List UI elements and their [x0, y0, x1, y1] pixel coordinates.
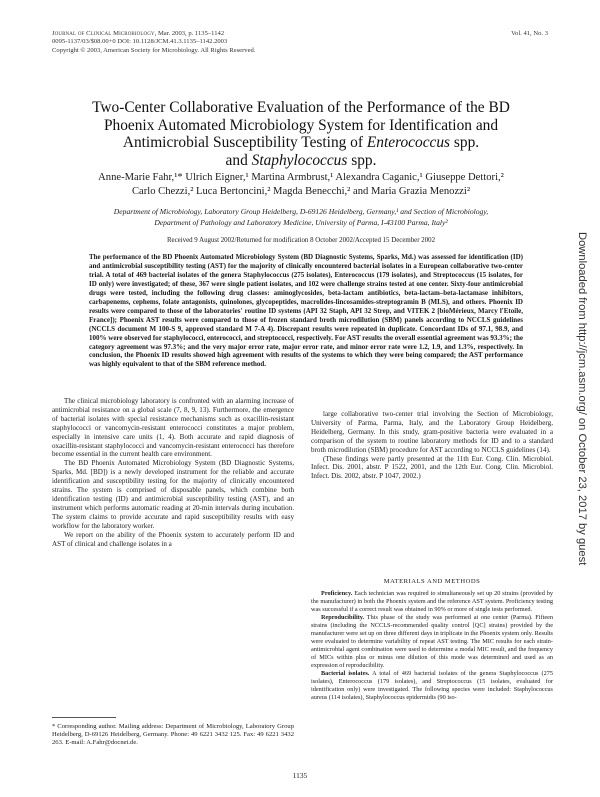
methods-paragraph: Reproducibility. This phase of the study was performed at one center (Parma). Fifteen strains (including the NCCLS-recommended quality control [QC] strains) provided by the manufacturer were set up on three different days in triplicate in the Phoenix system only. Results were evaluated to determine variability of repeat AST testing. The MIC results for each strain-antimicrobial agent combination were used to determine a modal MIC result, and the frequency of MICs within plus or minus one dilution of this mode was determined and used as an expression of reproducibility. [311, 614, 553, 669]
affiliation-line: Department of Microbiology, Laboratory Group Heidelberg, D-69126 Heidelberg, Germany,¹ and Section of Microbiology, [113, 207, 489, 216]
download-watermark [574, 232, 590, 594]
footnote-rule [52, 717, 116, 718]
methods-section [311, 590, 553, 702]
page-number: 1135 [292, 771, 308, 780]
body-paragraph: large collaborative two-center trial involving the Section of Microbiology, University of Parma, Parma, Italy, and the Laboratory Group Heidelberg, Heidelberg, Germany. In this study, gram-positive bacteria were evaluated in a comparison of the system to routine laboratory methods for ID and to a standard broth microdilution (SBM) procedure for AST according to NCCLS guidelines (14). [311, 410, 553, 454]
issn-doi: 0095-1137/03/$08.00+0 DOI: 10.1128/JCM.41.3.1135–1142.2003 [52, 38, 228, 46]
copyright: Copyright © 2003, American Society for Microbiology. All Rights Reserved. [52, 46, 256, 54]
body-paragraph: We report on the ability of the Phoenix system to accurately perform ID and AST of clinical and challenge isolates in a [52, 530, 294, 548]
body-paragraph: (These findings were partly presented at the 11th Eur. Cong. Clin. Microbiol. Infect. Dis. 2001, abstr. P 1522, 2001, and the 12th Eur. Cong. Clin. Microbiol. Infect. Dis. 2002, abstr. P 1047, 2002.) [311, 454, 553, 481]
title-line: Two-Center Collaborative Evaluation of the Performance of the BD [92, 99, 510, 116]
author-line: Anne-Marie Fahr,¹* Ulrich Eigner,¹ Martina Armbrust,¹ Alexandra Caganic,¹ Giuseppe Dettori,² [98, 172, 504, 183]
section-heading: MATERIALS AND METHODS [383, 578, 481, 585]
corresponding-author-footnote: * Corresponding author. Mailing address: Department of Microbiology, Laboratory Group Heidelberg, D-69126 Heidelberg, Germany. Phone: 49 6221 3432 125. Fax: 49 6221 3432 263. E-mail: A.Fahr@docnet.de. [52, 723, 294, 747]
volume-issue: Vol. 41, No. 3 [511, 30, 548, 37]
body-column-left [52, 397, 294, 548]
watermark-text: Downloaded from http://jcm.asm.org/ on October 23, 2017 by guest [576, 232, 588, 566]
running-header [52, 30, 255, 55]
title-line: Antimicrobial Susceptibility Testing of Enterococcus spp. [122, 134, 480, 151]
received-dates: Received 9 August 2002/Returned for modification 8 October 2002/Accepted 15 December 2002 [166, 237, 436, 244]
abstract: The performance of the BD Phoenix Automated Microbiology System (BD Diagnostic Systems, Sparks, Md.) was assessed for identification (ID) and antimicrobial susceptibility testing (AST) for the majority of clinically encountered bacterial isolates in a European collaborative two-center trial. A total of 469 bacterial isolates of the genera Staphylococcus (275 isolates), Enterococcus (179 isolates), and Streptococcus (15 isolates, for ID only) were investigated; of these, 367 were single patient isolates, and 102 were challenge strains tested at one center. Sixty-four antimicrobial drugs were tested, including the following drug classes: aminoglycosides, beta-lactam antibiotics, beta-lactam–beta-lactamase inhibitors, carbapenems, cephems, folate antagonists, quinolones, glycopeptides, macrolides-lincosamides-streptogramin B (MLS), and others. Phoenix ID results were compared to those of the laboratories' routine ID systems (API 32 Staph, API 32 Strep, and VITEK 2 [bioMérieux, Marcy l'Etoile, France]); Phoenix AST results were compared to those of frozen standard broth microdilution (SBM) panels according to NCCLS guidelines (NCCLS document M 100-S 9, approved standard M 7-A 4). Discrepant results were repeated in duplicate. Concordant IDs of 97.1, 98.9, and 100% were observed for staphylococci, enterococci, and streptococci, respectively. For AST results the overall essential agreement was 93.3%; the category agreement was 97.3%; and the very major error rate, major error rate, and minor error rate were 1.2, 1.9, and 1.3%, respectively. In conclusion, the Phoenix ID results showed high agreement with results of the systems to which they were being compared; the AST performance was highly equivalent to that of the SBM reference method. [89, 253, 523, 369]
affiliations [48, 207, 554, 228]
journal-name: Journal of Clinical Microbiology [52, 30, 155, 37]
article-title [48, 99, 554, 169]
author-line: Carlo Chezzi,² Luca Bertoncini,² Magda Benecchi,² and Maria Grazia Menozzi² [131, 186, 471, 197]
title-line: Phoenix Automated Microbiology System for Identification and [103, 116, 499, 134]
body-column-right [311, 410, 553, 481]
body-paragraph: The clinical microbiology laboratory is confronted with an alarming increase of antimicrobial resistance on a global scale (7, 8, 9, 13). Furthermore, the emergence of bacterial isolates with special resistance mechanisms such as oxacillin-resistant staphylococci or vancomycin-resistant enterococci constitutes a major problem, especially in intensive care units (1, 4). Both accurate and rapid diagnosis of oxacillin-resistant staphylococci and vancomycin-resistant enterococci has therefore become essential in the current health care environment. [52, 397, 294, 459]
affiliation-line: Department of Pathology and Laboratory Medicine, University of Parma, I-43100 Parma, Italy² [154, 217, 448, 227]
author-list [48, 171, 554, 199]
methods-paragraph: Proficiency. Each technician was required to simultaneously set up 20 strains (provided by the manufacturer) in both the Phoenix system and the reference AST system. Proficiency testing was successful if a correct result was obtained in 90% or more of single tests performed. [311, 590, 553, 613]
title-line: and Staphylococcus spp. [225, 151, 377, 169]
methods-paragraph: Bacterial isolates. A total of 469 bacterial isolates of the genera Staphylococcus (275 isolates), Enterococcus (179 isolates), and Streptococcus (15 isolates, evaluated for identification only) were investigated. The following species were included: Staphylococcus aureus (114 isolates), Staphylococcus epidermidis (90 iso- [311, 670, 553, 701]
body-paragraph: The BD Phoenix Automated Microbiology System (BD Diagnostic Systems, Sparks, Md. [BD]) is a newly developed instrument for the reliable and accurate identification and susceptibility testing for the majority of clinically encountered strains. The system is comprised of disposable panels, which combine both identification testing (ID) and antimicrobial susceptibility testing (AST), and an instrument which performs automatic reading at 20-min intervals during incubation. The system claims to provide accurate and rapid susceptibility results with easy workflow for the laboratory worker. [52, 459, 294, 530]
citation: , Mar. 2003, p. 1135–1142 [154, 30, 225, 37]
